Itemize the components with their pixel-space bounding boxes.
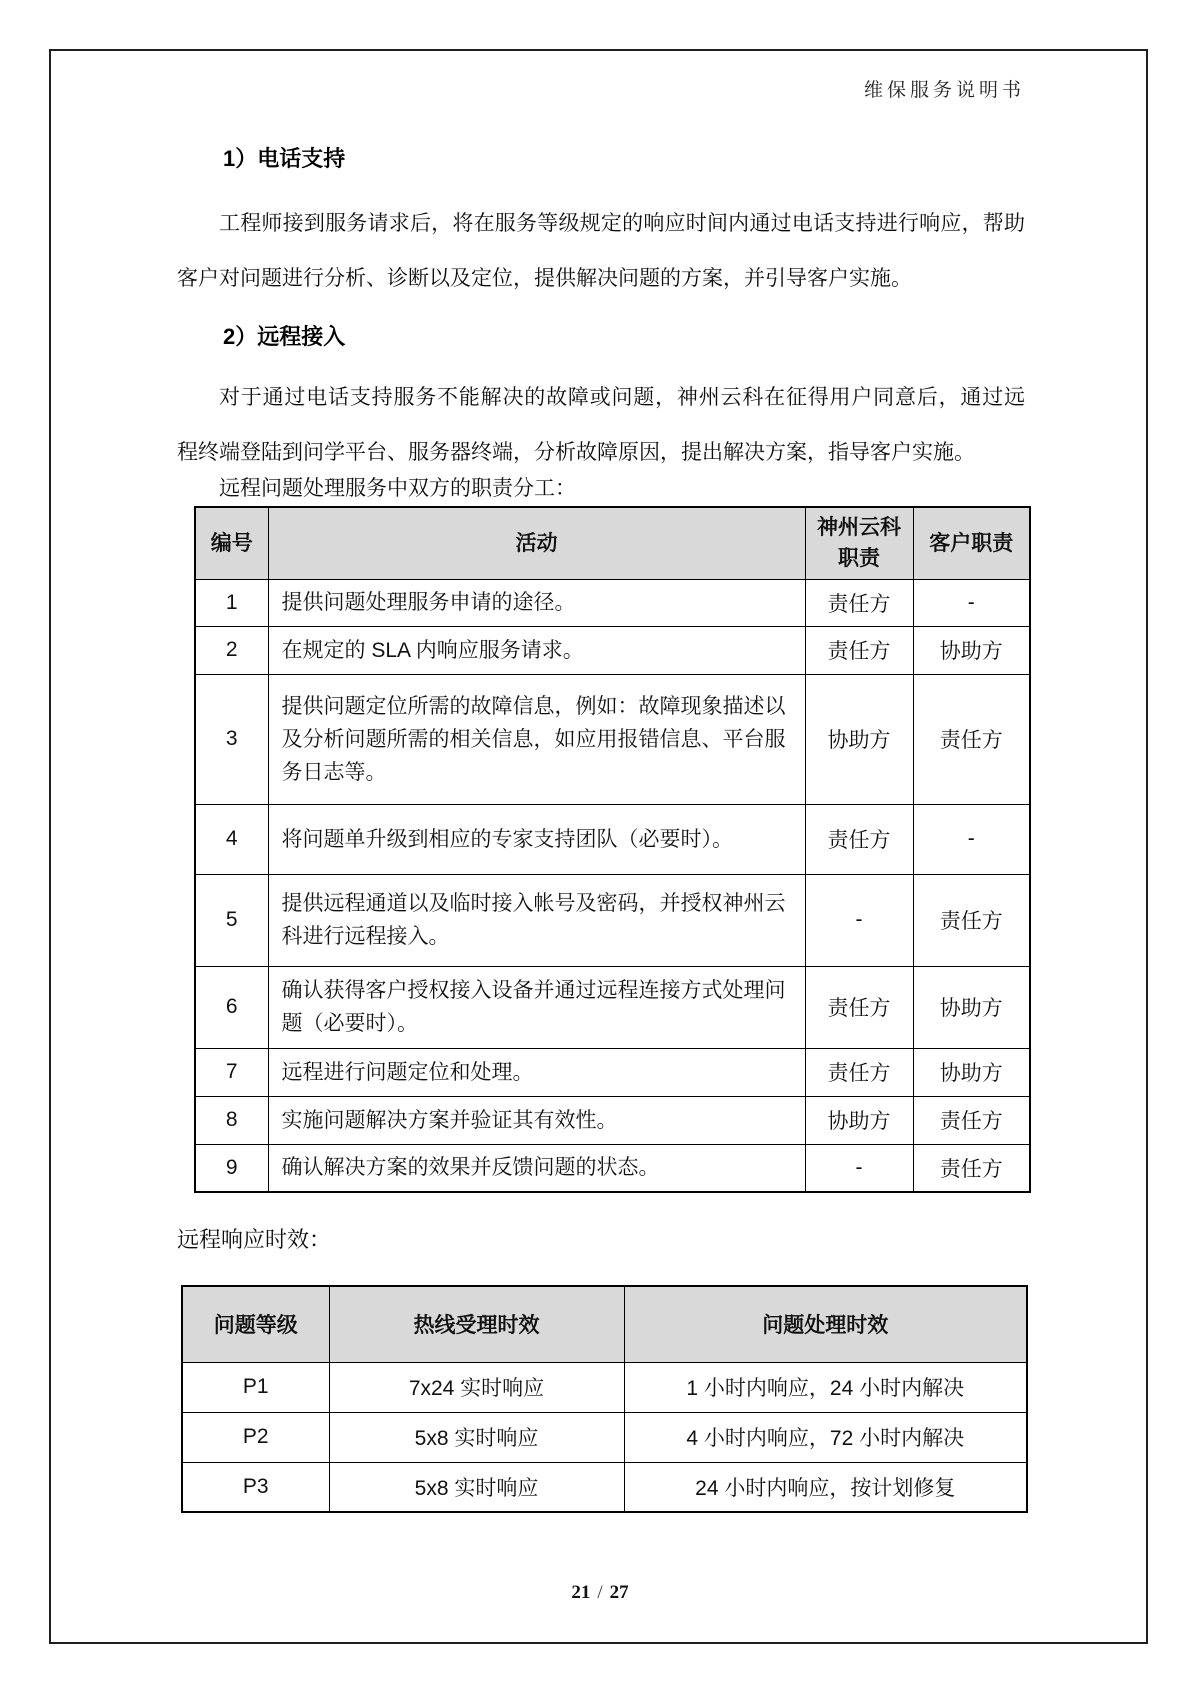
activity-cell: 将问题单升级到相应的专家支持团队（必要时）。 xyxy=(268,804,805,874)
table-row xyxy=(182,1412,1027,1462)
column-header-activity: 活动 xyxy=(268,507,805,579)
table-header-row xyxy=(182,1286,1027,1362)
vendor-role-cell: - xyxy=(805,874,913,966)
hotline-response-cell: 5x8 实时响应 xyxy=(329,1462,624,1512)
paragraph-phone-support xyxy=(177,196,1025,306)
customer-role-cell: 责任方 xyxy=(913,674,1030,804)
activity-cell: 确认解决方案的效果并反馈问题的状态。 xyxy=(268,1144,805,1192)
customer-role-cell: 责任方 xyxy=(913,874,1030,966)
vendor-role-cell: 协助方 xyxy=(805,674,913,804)
paragraph-line: 客户对问题进行分析、诊断以及定位，提供解决问题的方案，并引导客户实施。 xyxy=(177,267,912,290)
table-row xyxy=(195,804,1030,874)
column-header-vendor-role: 神州云科职责 xyxy=(805,507,913,579)
activity-cell: 提供远程通道以及临时接入帐号及密码，并授权神州云科进行远程接入。 xyxy=(268,874,805,966)
row-number: 7 xyxy=(195,1048,268,1096)
current-page-number: 21 xyxy=(571,1582,591,1603)
responsibility-table xyxy=(194,506,1031,1193)
page-number-footer xyxy=(0,1582,1200,1604)
vendor-role-cell: 责任方 xyxy=(805,626,913,674)
row-number: 5 xyxy=(195,874,268,966)
problem-level-cell: P1 xyxy=(182,1362,329,1412)
table-row xyxy=(182,1462,1027,1512)
column-header-customer-role: 客户职责 xyxy=(913,507,1030,579)
customer-role-cell: - xyxy=(913,804,1030,874)
activity-cell: 提供问题定位所需的故障信息，例如：故障现象描述以及分析问题所需的相关信息，如应用报错信息、平台服务日志等。 xyxy=(268,674,805,804)
section-heading-phone-support: 1）电话支持 xyxy=(223,146,346,171)
table-row xyxy=(195,579,1030,626)
row-number: 2 xyxy=(195,626,268,674)
customer-role-cell: 责任方 xyxy=(913,1096,1030,1144)
customer-role-cell: 协助方 xyxy=(913,1048,1030,1096)
responsibility-table-intro: 远程问题处理服务中双方的职责分工： xyxy=(219,477,576,500)
table-row xyxy=(195,874,1030,966)
vendor-role-cell: 责任方 xyxy=(805,966,913,1048)
activity-cell: 确认获得客户授权接入设备并通过远程连接方式处理问题（必要时）。 xyxy=(268,966,805,1048)
customer-role-cell: 协助方 xyxy=(913,966,1030,1048)
row-number: 6 xyxy=(195,966,268,1048)
column-header-hotline-response: 热线受理时效 xyxy=(329,1286,624,1362)
sla-section-heading: 远程响应时效： xyxy=(177,1227,332,1252)
table-row xyxy=(195,966,1030,1048)
total-page-count: 27 xyxy=(609,1582,629,1603)
paragraph-line: 对于通过电话支持服务不能解决的故障或问题，神州云科在征得用户同意后，通过远 xyxy=(219,386,1025,409)
paragraph-line: 程终端登陆到问学平台、服务器终端，分析故障原因，提出解决方案，指导客户实施。 xyxy=(177,441,975,464)
table-row xyxy=(195,674,1030,804)
column-header-number: 编号 xyxy=(195,507,268,579)
paragraph-remote-access xyxy=(177,370,1025,480)
column-header-problem-level: 问题等级 xyxy=(182,1286,329,1362)
table-row xyxy=(195,1144,1030,1192)
vendor-role-cell: 责任方 xyxy=(805,1048,913,1096)
hotline-response-cell: 7x24 实时响应 xyxy=(329,1362,624,1412)
customer-role-cell: - xyxy=(913,579,1030,626)
customer-role-cell: 协助方 xyxy=(913,626,1030,674)
table-row xyxy=(195,1096,1030,1144)
paragraph-line: 工程师接到服务请求后，将在服务等级规定的响应时间内通过电话支持进行响应，帮助 xyxy=(219,212,1025,235)
vendor-role-cell: - xyxy=(805,1144,913,1192)
row-number: 3 xyxy=(195,674,268,804)
column-header-problem-handling: 问题处理时效 xyxy=(624,1286,1027,1362)
vendor-role-cell: 协助方 xyxy=(805,1096,913,1144)
activity-cell: 在规定的 SLA 内响应服务请求。 xyxy=(268,626,805,674)
document-header-title: 维保服务说明书 xyxy=(863,80,1025,101)
table-row xyxy=(195,626,1030,674)
section-heading-remote-access: 2）远程接入 xyxy=(223,324,346,349)
table-row xyxy=(195,1048,1030,1096)
row-number: 4 xyxy=(195,804,268,874)
hotline-response-cell: 5x8 实时响应 xyxy=(329,1412,624,1462)
activity-cell: 实施问题解决方案并验证其有效性。 xyxy=(268,1096,805,1144)
page-content xyxy=(177,0,1025,1513)
customer-role-cell: 责任方 xyxy=(913,1144,1030,1192)
vendor-role-cell: 责任方 xyxy=(805,804,913,874)
activity-cell: 远程进行问题定位和处理。 xyxy=(268,1048,805,1096)
problem-level-cell: P3 xyxy=(182,1462,329,1512)
problem-handling-cell: 24 小时内响应，按计划修复 xyxy=(624,1462,1027,1512)
row-number: 1 xyxy=(195,579,268,626)
table-header-row xyxy=(195,507,1030,579)
vendor-role-cell: 责任方 xyxy=(805,579,913,626)
row-number: 9 xyxy=(195,1144,268,1192)
activity-cell: 提供问题处理服务申请的途径。 xyxy=(268,579,805,626)
problem-handling-cell: 1 小时内响应，24 小时内解决 xyxy=(624,1362,1027,1412)
row-number: 8 xyxy=(195,1096,268,1144)
problem-handling-cell: 4 小时内响应，72 小时内解决 xyxy=(624,1412,1027,1462)
problem-level-cell: P2 xyxy=(182,1412,329,1462)
table-row xyxy=(182,1362,1027,1412)
sla-table xyxy=(181,1285,1028,1513)
page-number-separator: / xyxy=(597,1582,603,1603)
